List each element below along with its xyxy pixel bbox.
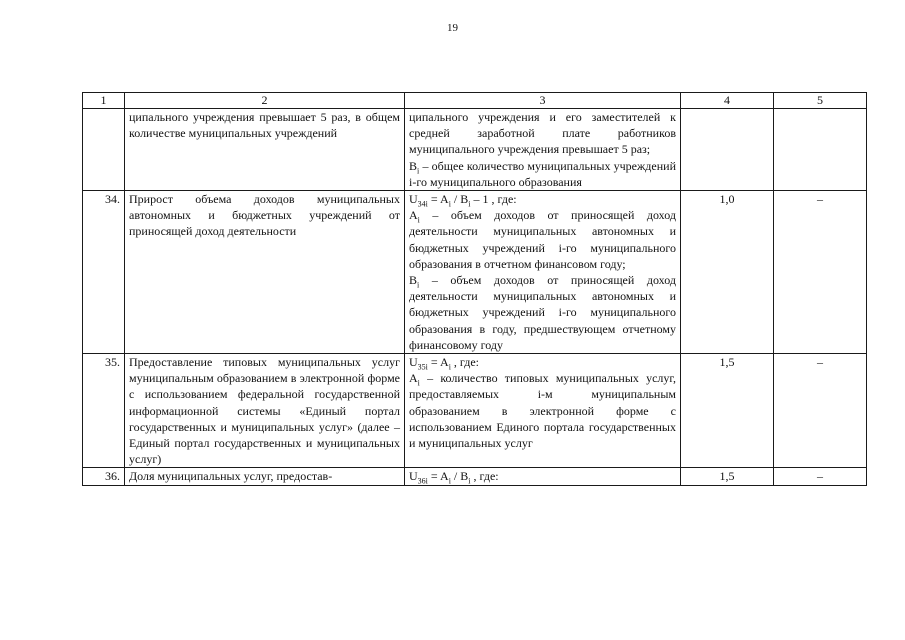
indicator-name: ципального учреждения превышает 5 раз, в общем количестве муниципальных учреждений [125,109,405,191]
calculation-method [405,468,681,485]
indicators-table [82,92,867,486]
variable-description: $B_i$ – объем доходов от приносящей доход деятельности муниципальных автономных и бюджетных учреждений i-го муниципального образования в году, предшествующем отчетному финансовому году [409,273,676,352]
variable-description: $B_i$ – общее количество муниципальных учреждений i-го муниципального образования [409,158,676,189]
calculation-method [405,354,681,468]
calculation-method [405,191,681,354]
note-value [774,109,867,191]
formula: $U_{36i} = A_i / B_i$ , где: [409,469,499,486]
indicator-name: Доля муниципальных услуг, предостав- [125,468,405,485]
table-body [83,109,867,486]
weight-value: 1,5 [681,354,774,468]
column-header: 2 [125,93,405,109]
page-number: 19 [447,22,458,34]
variable-description: ципального учреждения и его заместителей к средней заработной плате работников муниципального учреждения превышает 5 раз; [409,110,676,157]
row-number [83,109,125,191]
table-row [83,191,867,354]
weight-value: 1,5 [681,468,774,485]
indicator-name: Предоставление типовых муниципальных услуг муниципальным образованием в электронной форме с использованием федеральной государственной информационной системы «Единый портал государственных и муниципальных услуг» (далее – Единый портал государственных и муниципальных услуг) [125,354,405,468]
note-value: – [774,191,867,354]
weight-value: 1,0 [681,191,774,354]
column-header: 5 [774,93,867,109]
table-row [83,109,867,191]
table-header-row [83,93,867,109]
variable-description: $A_i$ – количество типовых муниципальных услуг, предоставляемых i-м муниципальным образованием в электронной форме с использованием Единого портала государственных и муниципальных услуг [409,371,676,451]
indicator-name: Прирост объема доходов муниципальных автономных и бюджетных учреждений от приносящей доход деятельности [125,191,405,354]
note-value: – [774,354,867,468]
column-header: 4 [681,93,774,109]
weight-value [681,109,774,191]
note-value: – [774,468,867,485]
variable-description: $A_i$ – объем доходов от приносящей доход деятельности муниципальных автономных и бюджетных учреждений i-го муниципального образования в отчетном финансовом году; [409,208,676,271]
column-header: 1 [83,93,125,109]
table-row [83,354,867,468]
column-header: 3 [405,93,681,109]
row-number: 36. [83,468,125,485]
row-number: 34. [83,191,125,354]
row-number: 35. [83,354,125,468]
formula: $U_{34i} = A_i / B_i - 1$ , где: [409,192,517,209]
calculation-method [405,109,681,191]
table-row [83,468,867,485]
formula: $U_{35i} = A_i$ , где: [409,355,480,372]
